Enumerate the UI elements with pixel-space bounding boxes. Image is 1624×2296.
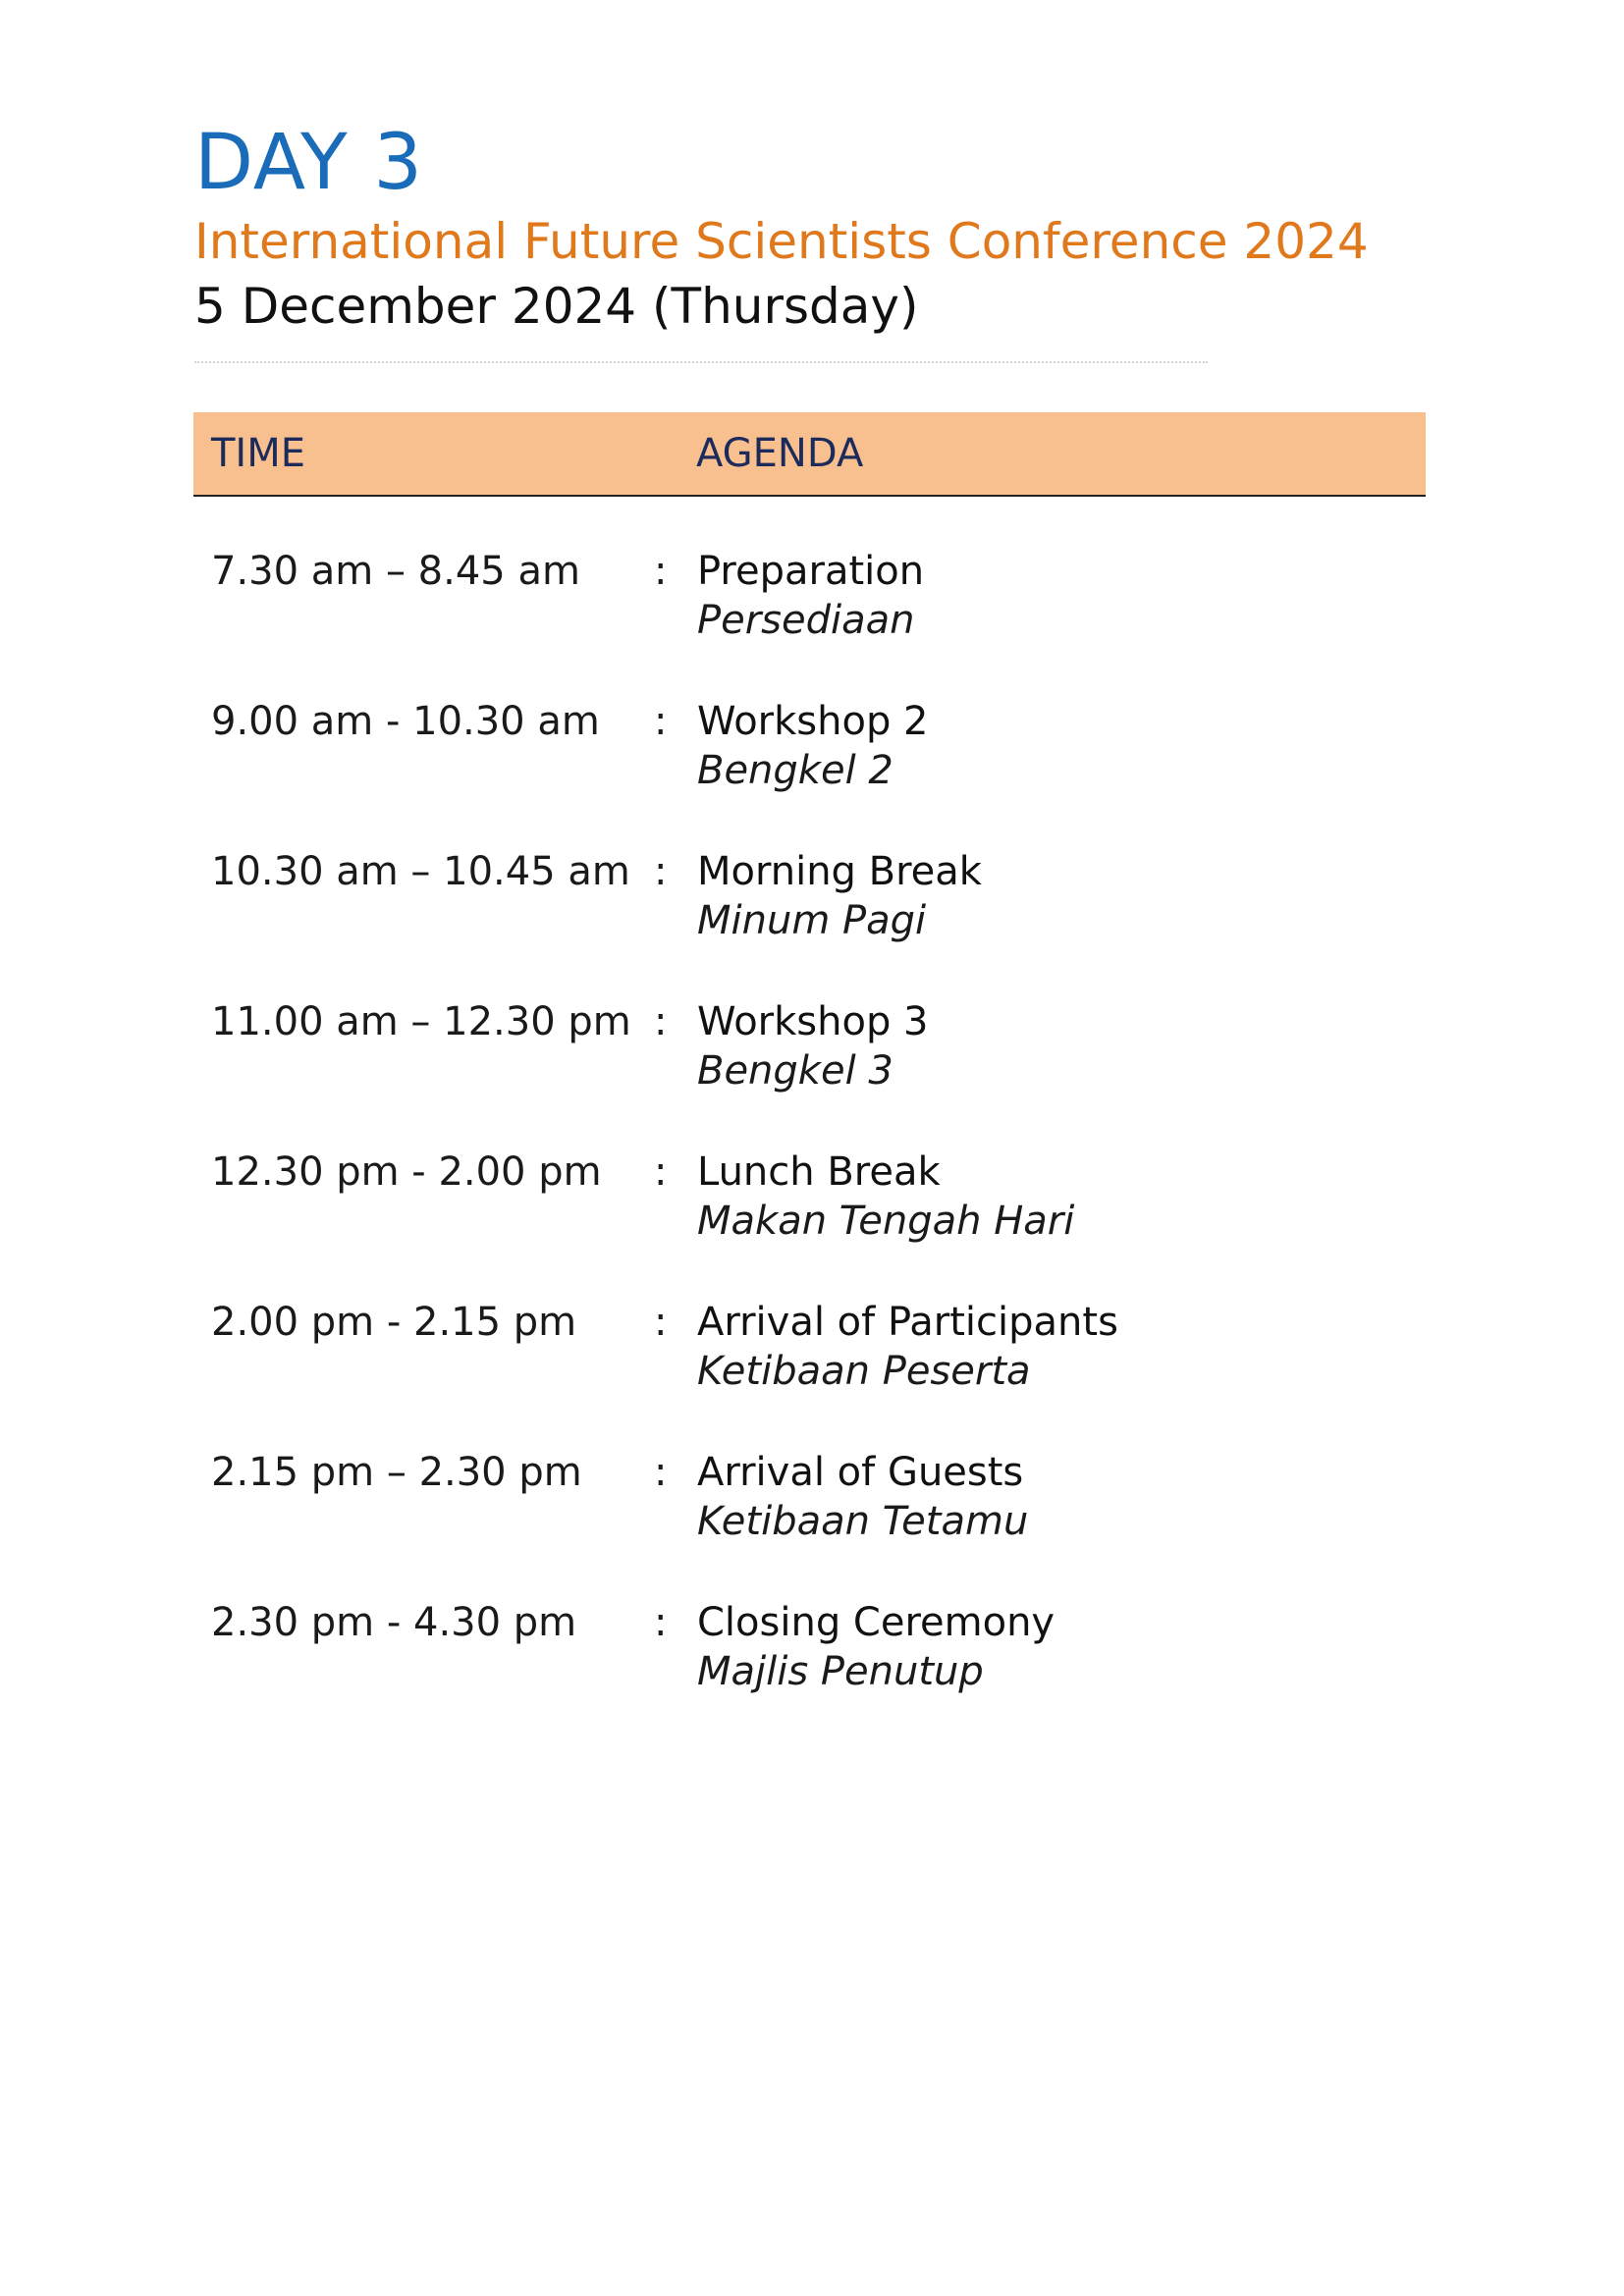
row-time: 2.00 pm - 2.15 pm [211, 1300, 577, 1345]
table-row [0, 546, 1624, 683]
column-header-time: TIME [211, 431, 306, 476]
row-separator: : [654, 999, 668, 1044]
row-agenda-malay: Persediaan [697, 598, 915, 643]
row-separator: : [654, 849, 668, 894]
table-row [0, 1597, 1624, 1735]
row-separator: : [654, 1450, 668, 1495]
conference-title: International Future Scientists Conference 2024 [194, 213, 1369, 270]
row-separator: : [654, 1600, 668, 1645]
row-agenda-english: Lunch Break [697, 1149, 941, 1195]
table-row [0, 996, 1624, 1134]
row-agenda-english: Morning Break [697, 849, 982, 894]
table-row [0, 846, 1624, 984]
row-agenda-malay: Bengkel 2 [697, 748, 893, 793]
column-header-agenda: AGENDA [696, 431, 864, 476]
row-time: 10.30 am – 10.45 am [211, 849, 630, 894]
table-row [0, 696, 1624, 833]
row-agenda-english: Closing Ceremony [697, 1600, 1056, 1645]
row-time: 2.30 pm - 4.30 pm [211, 1600, 577, 1645]
row-time: 11.00 am – 12.30 pm [211, 999, 631, 1044]
row-agenda-malay: Makan Tengah Hari [697, 1199, 1075, 1244]
row-time: 9.00 am - 10.30 am [211, 699, 600, 744]
row-separator: : [654, 1300, 668, 1345]
row-agenda-malay: Bengkel 3 [697, 1048, 893, 1094]
table-row [0, 1447, 1624, 1584]
dotted-divider [194, 361, 1208, 363]
row-separator: : [654, 699, 668, 744]
row-agenda-english: Arrival of Guests [697, 1450, 1024, 1495]
row-agenda-malay: Minum Pagi [697, 898, 927, 943]
row-agenda-english: Workshop 2 [697, 699, 929, 744]
row-separator: : [654, 549, 668, 594]
row-separator: : [654, 1149, 668, 1195]
event-date: 5 December 2024 (Thursday) [194, 278, 919, 335]
row-agenda-english: Preparation [697, 549, 925, 594]
day-title: DAY 3 [194, 119, 424, 207]
row-agenda-english: Arrival of Participants [697, 1300, 1118, 1345]
row-agenda-malay: Majlis Penutup [697, 1649, 984, 1694]
table-header [193, 412, 1426, 497]
row-time: 2.15 pm – 2.30 pm [211, 1450, 582, 1495]
row-agenda-malay: Ketibaan Tetamu [697, 1499, 1029, 1544]
row-agenda-english: Workshop 3 [697, 999, 929, 1044]
table-row [0, 1297, 1624, 1434]
table-row [0, 1147, 1624, 1284]
row-time: 7.30 am – 8.45 am [211, 549, 580, 594]
row-time: 12.30 pm - 2.00 pm [211, 1149, 602, 1195]
row-agenda-malay: Ketibaan Peserta [697, 1349, 1031, 1394]
